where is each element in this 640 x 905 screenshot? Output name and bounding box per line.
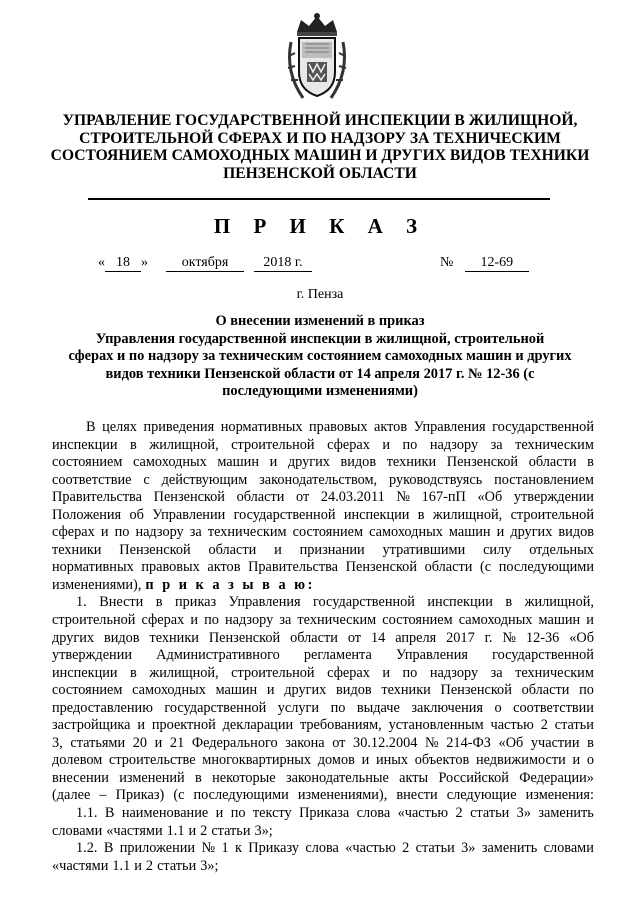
date-year-field	[254, 254, 312, 272]
body-line: словами «частями 1.1 и 2 статьи 3»;	[52, 822, 273, 839]
org-line: СТРОИТЕЛЬНОЙ СФЕРАХ И ПО НАДЗОРУ ЗА ТЕХНИЧЕСКИМ	[79, 129, 561, 147]
order-word: п р и к а з ы в а ю:	[145, 576, 315, 593]
subject-heading	[40, 313, 600, 401]
subject-line: сферах и по надзору за техническим состоянием самоходных машин и других	[68, 348, 572, 364]
date-year: 2018 г.	[254, 255, 312, 272]
body-line: (далее – Приказ) (с последующими изменениями), внести следующие изменения:	[52, 787, 594, 804]
date-close-quote: »	[141, 255, 148, 270]
penza-coat-of-arms-icon	[283, 12, 351, 104]
body-line: техники Пензенской области и признании утратившими силу отдельных	[52, 541, 594, 558]
org-line: СОСТОЯНИЕМ САМОХОДНЫХ МАШИН И ДРУГИХ ВИДОВ ТЕХНИКИ	[50, 147, 590, 164]
org-line: ПЕНЗЕНСКОЙ ОБЛАСТИ	[223, 164, 417, 182]
header-divider	[88, 198, 550, 200]
number-label: №	[440, 255, 454, 270]
subject-line: О внесении изменений в приказ	[215, 313, 425, 329]
body-line: нормативных правовых актов Правительства Пензенской области (с последующими	[52, 559, 594, 576]
date-month: октября	[166, 255, 244, 272]
body-line: Положения об Управлении государственной инспекции в жилищной, строительной	[52, 506, 594, 523]
organization-name	[40, 112, 600, 182]
date-month-field	[166, 254, 244, 272]
city: г. Пенза	[296, 287, 344, 302]
body-line: других видов техники Пензенской области от 14 апреля 2017 г. № 12-36 «Об	[52, 629, 594, 646]
subject-line: Управления государственной инспекции в жилищной, строительной	[95, 330, 545, 347]
body-line: сферах и по надзору за техническим состоянием самоходных машин и других видов	[52, 524, 594, 541]
body-line: 1.1. В наименование и по тексту Приказа слова «частью 2 статьи 3» заменить	[76, 805, 594, 822]
document-number-field	[440, 254, 529, 272]
body-line: соответствие с действующим законодательством, руководствуясь постановлением	[52, 471, 594, 488]
subject-line: видов техники Пензенской области от 14 апреля 2017 г. № 12-36 (с	[105, 365, 535, 382]
body-line: Правительства Пензенской области от 24.03.2011 № 167-пП «Об утверждении	[52, 489, 594, 506]
body-line: 1. Внести в приказ Управления государственной инспекции в жилищной,	[76, 594, 594, 611]
document-number: 12-69	[465, 255, 529, 272]
body-line: застройщика и проектной декларации требованиям, установленным частью 2 статьи	[52, 717, 594, 734]
document-title: П Р И К А З	[213, 214, 427, 238]
body-line: «частями 1.1 и 2 статьи 3»;	[52, 857, 219, 874]
subject-line: последующими изменениями)	[222, 383, 418, 399]
body-line: В целях приведения нормативных правовых актов Управления государственной	[86, 419, 594, 435]
closing-prefix: изменениями),	[52, 576, 142, 593]
date-day: 18	[105, 255, 141, 272]
body-line: состоянием самоходных машин и других видов техники Пензенской области в	[52, 454, 594, 471]
date-day-field	[98, 254, 148, 272]
body-line: предоставлению государственной услуги по выдаче заключения о соответствии	[52, 699, 594, 716]
document-body	[52, 419, 594, 875]
date-open-quote: «	[98, 255, 105, 270]
body-line: строительной сферах и по надзору за техническим состоянием самоходных машин и	[52, 612, 594, 629]
body-line: долевом строительстве многоквартирных домов и иных объектов недвижимости и о	[52, 752, 594, 769]
body-line: внесении изменений в некоторые законодательные акты Российской Федерации»	[52, 769, 594, 786]
body-line: утверждении Административного регламента Управления государственной	[52, 647, 594, 664]
body-line-order	[52, 577, 594, 595]
body-line: состоянием самоходных машин и других видов техники Пензенской области по	[52, 682, 594, 699]
body-line: 1.2. В приложении № 1 к Приказу слова «частью 2 статьи 3» заменить словами	[76, 840, 594, 857]
org-line: УПРАВЛЕНИЕ ГОСУДАРСТВЕННОЙ ИНСПЕКЦИИ В ЖИЛИЩНОЙ,	[62, 112, 578, 129]
body-line: инспекции в жилищной, строительной сферах и по надзору за техническим	[52, 664, 594, 681]
body-line: 3, статьями 20 и 21 Федерального закона от 30.12.2004 № 214-ФЗ «Об участии в	[52, 734, 594, 751]
body-line: инспекции в жилищной, строительной сферах и по надзору за техническим	[52, 436, 594, 453]
